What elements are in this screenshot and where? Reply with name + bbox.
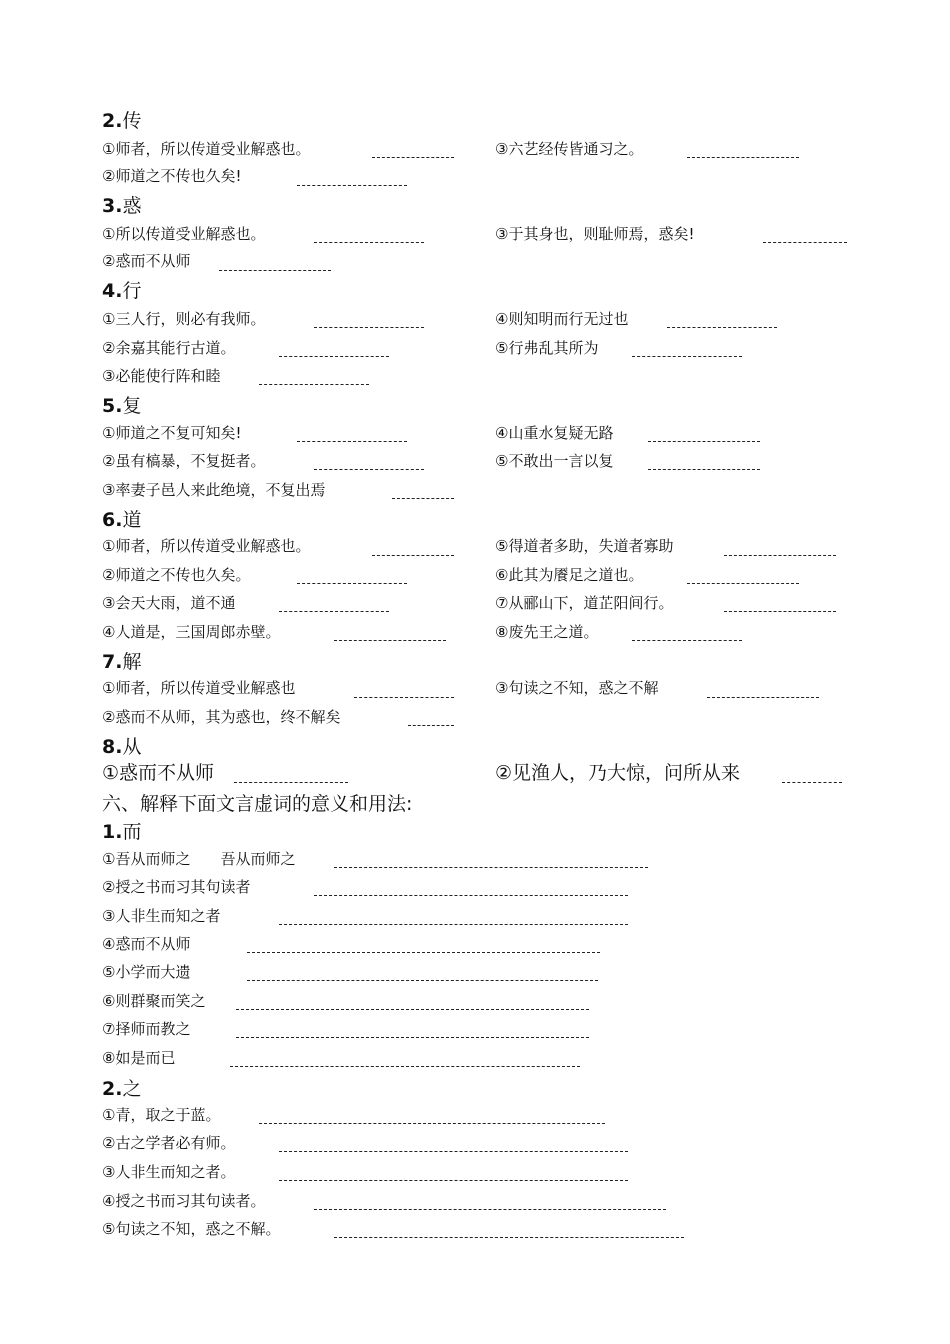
group-heading: [102, 110, 141, 132]
answer-blank[interactable]: [707, 697, 819, 698]
group-char: 之: [122, 1078, 142, 1100]
item-text: ②余嘉其能行古道。: [102, 339, 236, 357]
item-text: ①吾从而师之 吾从而师之: [102, 850, 296, 868]
answer-blank[interactable]: [314, 1209, 666, 1210]
answer-blank[interactable]: [392, 498, 454, 499]
item-text: ⑦从郦山下，道芷阳间行。: [495, 594, 674, 612]
answer-blank[interactable]: [279, 924, 628, 925]
item-text: ②惑而不从师: [102, 252, 191, 270]
item-text: ③人非生而知之者: [102, 907, 221, 925]
group-number: 2.: [102, 1078, 123, 1100]
answer-blank[interactable]: [314, 895, 628, 896]
group-number: 1.: [102, 821, 123, 843]
group-heading: [102, 280, 141, 302]
group-char: 道: [122, 509, 142, 531]
answer-blank[interactable]: [236, 1009, 589, 1010]
answer-blank[interactable]: [632, 356, 742, 357]
answer-blank[interactable]: [259, 384, 369, 385]
item-text: ①师者，所以传道受业解惑也。: [102, 140, 311, 158]
group-char: 而: [122, 821, 142, 843]
answer-blank[interactable]: [724, 611, 836, 612]
answer-blank[interactable]: [354, 697, 454, 698]
answer-blank[interactable]: [372, 555, 454, 556]
item-text: ⑦择师而教之: [102, 1020, 191, 1038]
answer-blank[interactable]: [648, 441, 760, 442]
item-text: ⑥此其为餍足之道也。: [495, 566, 644, 584]
answer-blank[interactable]: [334, 867, 648, 868]
group-char: 复: [122, 395, 142, 417]
item-text: ①惑而不从师: [102, 762, 215, 784]
group-number: 7.: [102, 651, 123, 673]
item-text: ④惑而不从师: [102, 935, 191, 953]
item-text: ②惑而不从师，其为惑也，终不解矣: [102, 708, 341, 726]
item-text: ③会天大雨，道不通: [102, 594, 236, 612]
answer-blank[interactable]: [408, 725, 454, 726]
item-text: ④则知明而行无过也: [495, 310, 629, 328]
item-text: ②古之学者必有师。: [102, 1134, 236, 1152]
item-text: ⑤句读之不知，惑之不解。: [102, 1220, 281, 1238]
group-heading: [102, 651, 141, 673]
item-text: ⑧如是而已: [102, 1049, 176, 1067]
item-text: ⑤不敢出一言以复: [495, 452, 614, 470]
group-number: 5.: [102, 395, 123, 417]
answer-blank[interactable]: [259, 1123, 605, 1124]
group-char: 传: [122, 110, 142, 132]
group-number: 8.: [102, 736, 123, 758]
answer-blank[interactable]: [219, 270, 331, 271]
group-char: 行: [122, 280, 142, 302]
item-text: ③句读之不知，惑之不解: [495, 679, 659, 697]
answer-blank[interactable]: [297, 185, 407, 186]
item-text: ②虽有槁暴，不复挺者。: [102, 452, 266, 470]
group-heading: [102, 395, 141, 417]
item-text: ①师者，所以传道受业解惑也: [102, 679, 296, 697]
answer-blank[interactable]: [279, 1151, 628, 1152]
answer-blank[interactable]: [234, 782, 348, 783]
item-text: ④山重水复疑无路: [495, 424, 614, 442]
section-title: 六、解释下面文言虚词的意义和用法:: [102, 793, 413, 815]
item-text: ②见渔人，乃大惊，问所从来: [495, 762, 741, 784]
item-text: ④授之书而习其句读者。: [102, 1192, 266, 1210]
answer-blank[interactable]: [372, 157, 454, 158]
group-heading: [102, 736, 141, 758]
group-char: 解: [122, 651, 142, 673]
answer-blank[interactable]: [279, 356, 389, 357]
group-number: 2.: [102, 110, 123, 132]
answer-blank[interactable]: [247, 952, 600, 953]
answer-blank[interactable]: [687, 583, 799, 584]
item-text: ①师者，所以传道受业解惑也。: [102, 537, 311, 555]
answer-blank[interactable]: [763, 242, 847, 243]
item-text: ⑤小学而大遗: [102, 963, 191, 981]
answer-blank[interactable]: [236, 1037, 589, 1038]
answer-blank[interactable]: [667, 327, 777, 328]
answer-blank[interactable]: [724, 555, 836, 556]
item-text: ②师道之不传也久矣!: [102, 167, 242, 185]
item-text: ⑥则群聚而笑之: [102, 992, 206, 1010]
group-number: 3.: [102, 195, 123, 217]
item-text: ①三人行，则必有我师。: [102, 310, 266, 328]
answer-blank[interactable]: [648, 469, 760, 470]
item-text: ②授之书而习其句读者: [102, 878, 251, 896]
group-number: 4.: [102, 280, 123, 302]
item-text: ①师道之不复可知矣!: [102, 424, 242, 442]
answer-blank[interactable]: [314, 327, 424, 328]
answer-blank[interactable]: [314, 242, 424, 243]
item-text: ⑤行弗乱其所为: [495, 339, 599, 357]
item-text: ⑤得道者多助，失道者寡助: [495, 537, 674, 555]
item-text: ②师道之不传也久矣。: [102, 566, 251, 584]
group-heading: [102, 509, 141, 531]
answer-blank[interactable]: [334, 640, 446, 641]
item-text: ③于其身也，则耻师焉，惑矣!: [495, 225, 695, 243]
group-heading: [102, 1078, 141, 1100]
item-text: ③六艺经传皆通习之。: [495, 140, 644, 158]
group-char: 从: [122, 736, 142, 758]
item-text: ④人道是，三国周郎赤壁。: [102, 623, 281, 641]
item-text: ⑧废先王之道。: [495, 623, 599, 641]
answer-blank[interactable]: [279, 611, 389, 612]
group-char: 惑: [122, 195, 142, 217]
answer-blank[interactable]: [297, 441, 407, 442]
answer-blank[interactable]: [247, 980, 598, 981]
group-heading: [102, 195, 141, 217]
item-text: ③必能使行阵和睦: [102, 367, 221, 385]
answer-blank[interactable]: [279, 1180, 628, 1181]
answer-blank[interactable]: [314, 469, 424, 470]
answer-blank[interactable]: [687, 157, 799, 158]
answer-blank[interactable]: [334, 1237, 684, 1238]
answer-blank[interactable]: [782, 782, 842, 783]
item-text: ③率妻子邑人来此绝境，不复出焉: [102, 481, 326, 499]
item-text: ①青，取之于蓝。: [102, 1106, 221, 1124]
answer-blank[interactable]: [230, 1066, 580, 1067]
answer-blank[interactable]: [632, 640, 742, 641]
item-text: ③人非生而知之者。: [102, 1163, 236, 1181]
group-heading: [102, 821, 141, 843]
answer-blank[interactable]: [297, 583, 407, 584]
item-text: ①所以传道受业解惑也。: [102, 225, 266, 243]
group-number: 6.: [102, 509, 123, 531]
